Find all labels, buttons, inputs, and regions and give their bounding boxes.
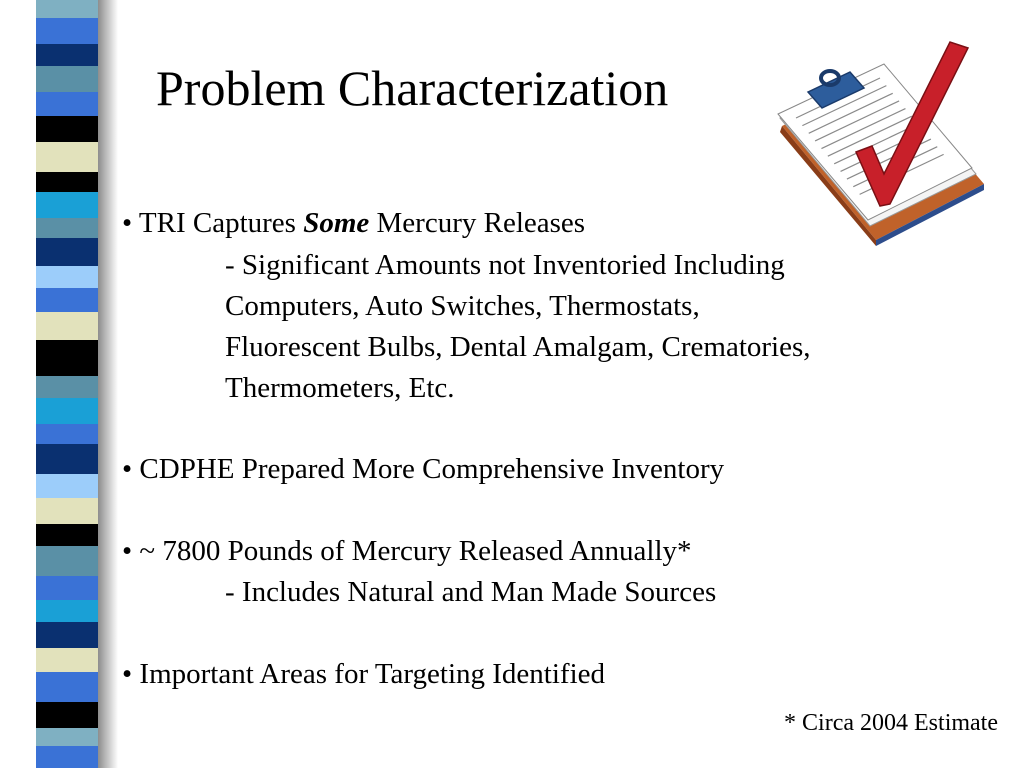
bullet-text: CDPHE Prepared More Comprehensive Inventory [139,453,725,485]
sidebar-stripe [36,444,98,474]
decorative-striped-sidebar [0,0,118,768]
bullet-text-suffix: Mercury Releases [369,207,586,239]
sidebar-stripe [36,600,98,622]
sidebar-stripe [36,498,98,524]
sidebar-stripe [36,746,98,768]
sidebar-stripe [36,142,98,172]
sub-line: - Includes Natural and Man Made Sources [225,576,717,608]
sub-line: Computers, Auto Switches, Thermostats, [225,290,700,322]
footnote: * Circa 2004 Estimate [784,710,998,736]
bullet-mercury-released [122,531,692,571]
bullet-cdphe-inventory [122,449,724,489]
sidebar-stripe [36,0,98,18]
bullet-text: ~ 7800 Pounds of Mercury Released Annually* [139,535,692,567]
sub-line: Thermometers, Etc. [225,372,455,404]
sidebar-stripe [36,376,98,398]
bullet-marker: • [122,207,133,239]
bullet-text-prefix: TRI Captures [138,207,304,239]
sidebar-stripe [36,116,98,142]
slide-title: Problem Characterization [156,60,669,116]
sidebar-stripe [36,18,98,44]
bullet-text: Important Areas for Targeting Identified [139,658,605,690]
sidebar-stripe [36,288,98,312]
sidebar-stripe [36,92,98,116]
sub-line: Fluorescent Bulbs, Dental Amalgam, Crematories, [225,331,811,363]
sidebar-stripe [36,728,98,746]
sidebar-stripe [36,576,98,600]
sidebar-stripe [36,340,98,376]
sidebar-stripe [36,398,98,424]
sidebar-stripe [36,66,98,92]
sidebar-stripe [36,474,98,498]
sidebar-stripe [36,424,98,444]
bullet-marker: • [122,453,133,485]
sidebar-stripe [36,622,98,648]
bullet-targeting-areas [122,654,605,694]
sidebar-stripe [36,524,98,546]
bullet-tri-captures [122,203,585,243]
bullet-emphasis: Some [303,207,370,239]
sidebar-stripe [36,172,98,192]
bullet-marker: • [122,535,133,567]
sidebar-stripe [36,702,98,728]
sidebar-stripe [36,192,98,218]
sidebar-stripe [36,266,98,288]
sidebar-stripe [36,238,98,266]
sidebar-stripe [36,546,98,576]
sidebar-stripe [36,312,98,340]
sub-line: - Significant Amounts not Inventoried Including [225,249,785,281]
sidebar-stripe [36,44,98,66]
sidebar-stripe [36,672,98,702]
clipboard-checkmark-icon [772,34,990,246]
bullet-marker: • [122,658,133,690]
sidebar-stripe [36,648,98,672]
sidebar-stripe [36,218,98,238]
